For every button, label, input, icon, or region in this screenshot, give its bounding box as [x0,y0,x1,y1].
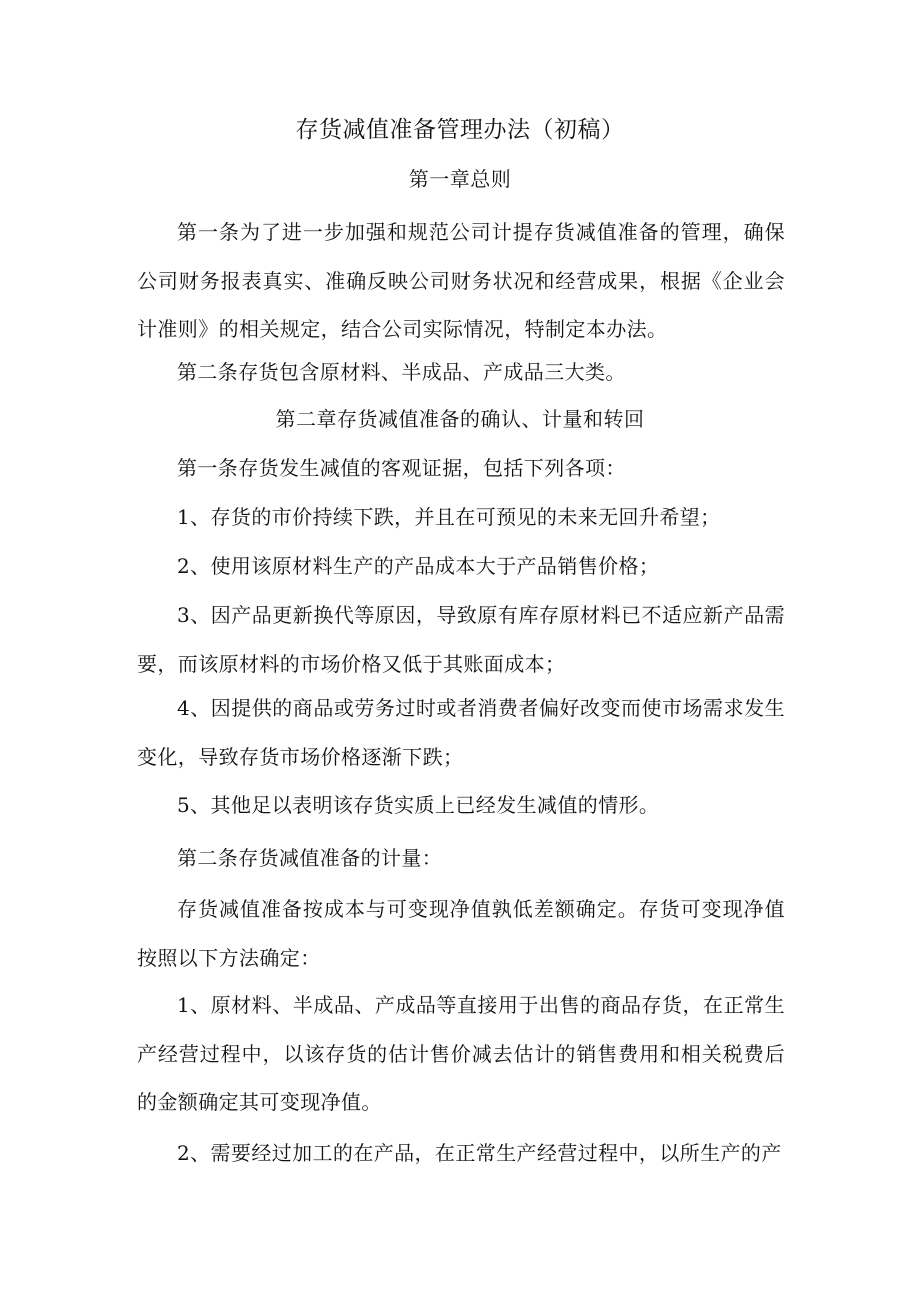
document-title: 存货减值准备管理办法（初稿） [295,117,625,143]
evidence-item-1: 1、存货的市价持续下跌，并且在可预见的未来无回升希望； [177,505,721,529]
chapter-1-article-1: 第一条为了进一步加强和规范公司计提存货减值准备的管理，确保公司财务报表真实、准确反映公司财务状况和经营成果，根据《企业会计准则》的相关规定，结合公司实际情况，特制定本办法。 [137,220,785,341]
measurement-item-2: 2、需要经过加工的在产品，在正常生产经营过程中，以所生产的产 [177,1141,782,1165]
evidence-item-4: 4、因提供的商品或劳务过时或者消费者偏好改变而使市场需求发生变化，导致存货市场价格逐渐下跌； [137,696,785,769]
measurement-intro: 存货减值准备按成本与可变现净值孰低差额确定。存货可变现净值按照以下方法确定： [137,897,785,970]
measurement-item-1: 1、原材料、半成品、产成品等直接用于出售的商品存货，在正常生产经营过程中，以该存货的估计售价减去估计的销售费用和相关税费后的金额确定其可变现净值。 [137,993,785,1114]
chapter-2-article-2: 第二条存货减值准备的计量： [177,846,443,870]
evidence-item-3: 3、因产品更新换代等原因，导致原有库存原材料已不适应新产品需要，而该原材料的市场价格又低于其账面成本； [137,603,785,676]
chapter-1-heading: 第一章总则 [408,167,512,191]
chapter-1-article-2: 第二条存货包含原材料、半成品、产成品三大类。 [177,360,626,384]
chapter-2-heading: 第二章存货减值准备的确认、计量和转回 [275,407,645,431]
evidence-item-5: 5、其他足以表明该存货实质上已经发生减值的情形。 [177,793,660,817]
chapter-2-article-1: 第一条存货发生减值的客观证据，包括下列各项： [177,456,626,480]
evidence-item-2: 2、使用该原材料生产的产品成本大于产品销售价格； [177,554,660,578]
